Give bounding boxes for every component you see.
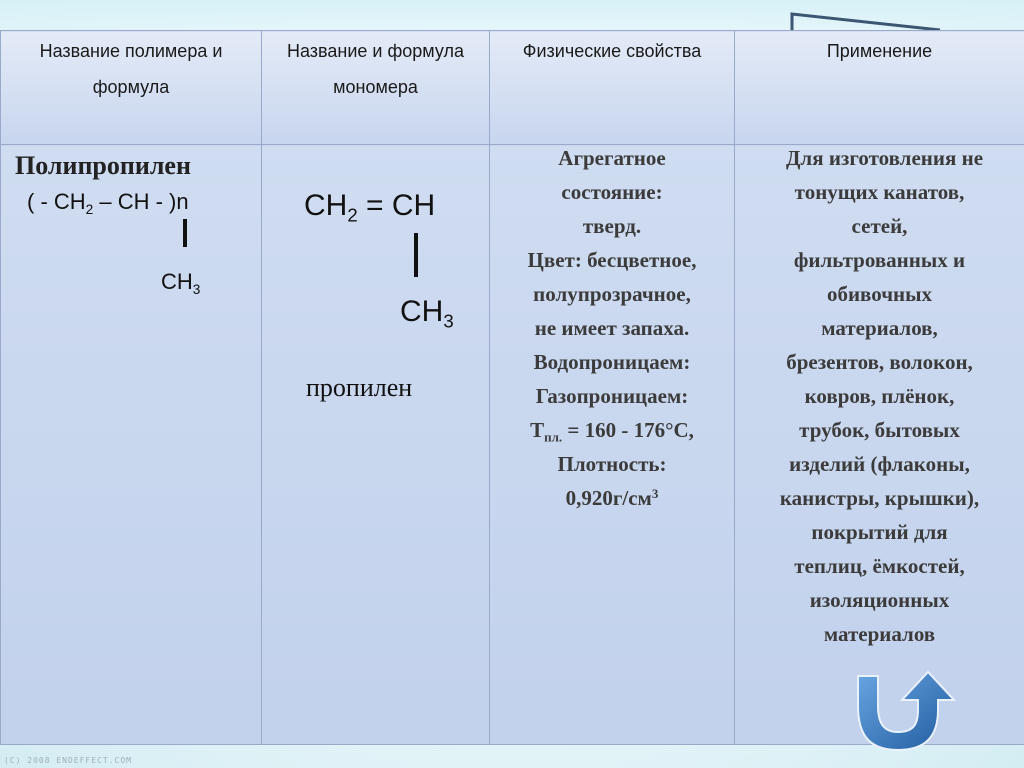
usage-line: Для изготовления не bbox=[785, 146, 984, 170]
header-cell-usage bbox=[735, 31, 1024, 145]
polymer-bond-line bbox=[183, 219, 187, 247]
usage-text bbox=[735, 141, 1024, 651]
header-monomer: Название и формула мономера bbox=[286, 41, 465, 97]
usage-line: трубок, бытовых bbox=[799, 418, 960, 442]
usage-line: сетей, bbox=[851, 214, 908, 238]
properties-cell bbox=[490, 145, 735, 745]
usage-line: фильтрованных и bbox=[793, 248, 966, 272]
properties-text: Агрегатное состояние: тверд. Цвет: бесцветное, полупрозрачное, не имеет запаха. Водопроницаем: Газопроницаем: $Т_{пл.} = 160 - 176^\circ С$, Плотность: $0,920г/см^3$ bbox=[527, 146, 697, 510]
usage-cell bbox=[735, 145, 1024, 745]
polymer-cell bbox=[1, 145, 262, 745]
table-header-row bbox=[1, 31, 1024, 145]
polymer-table bbox=[0, 30, 1024, 745]
usage-line: изделий (флаконы, bbox=[789, 452, 970, 476]
usage-line: ковров, плёнок, bbox=[804, 384, 955, 408]
header-cell-monomer bbox=[262, 31, 490, 145]
usage-line: изоляционных bbox=[809, 588, 950, 612]
monomer-cell bbox=[262, 145, 490, 745]
header-cell-properties bbox=[490, 31, 735, 145]
polymer-name: Полипропилен bbox=[15, 151, 191, 180]
usage-line: обивочных bbox=[826, 282, 933, 306]
u-turn-arrow-icon[interactable] bbox=[850, 670, 960, 752]
usage-line: тонущих канатов, bbox=[794, 180, 965, 204]
usage-line: покрытий для bbox=[811, 520, 948, 544]
header-polymer: Название полимера и формула bbox=[39, 41, 223, 97]
monomer-formula: $CH_2$ = CH bbox=[304, 189, 436, 226]
usage-line: материалов bbox=[823, 622, 936, 646]
polymer-formula: ( - $CH_2$ – CH - )n bbox=[27, 189, 189, 217]
watermark: (C) 2008 ENDEFFECT.COM bbox=[4, 756, 132, 765]
usage-line: материалов, bbox=[821, 316, 938, 340]
monomer-name: пропилен bbox=[306, 373, 413, 402]
table-row bbox=[1, 145, 1024, 745]
usage-line: брезентов, волокон, bbox=[786, 350, 973, 374]
monomer-branch-group: $CH_3$ bbox=[400, 295, 454, 332]
header-cell-polymer bbox=[1, 31, 262, 145]
header-usage: Применение bbox=[826, 41, 933, 61]
polymer-branch-group: $CH_3$ bbox=[161, 269, 201, 297]
usage-line: теплиц, ёмкостей, bbox=[794, 554, 965, 578]
monomer-bond-line bbox=[414, 233, 418, 277]
header-properties: Физические свойства bbox=[522, 41, 702, 61]
usage-line: канистры, крышки), bbox=[779, 486, 980, 510]
